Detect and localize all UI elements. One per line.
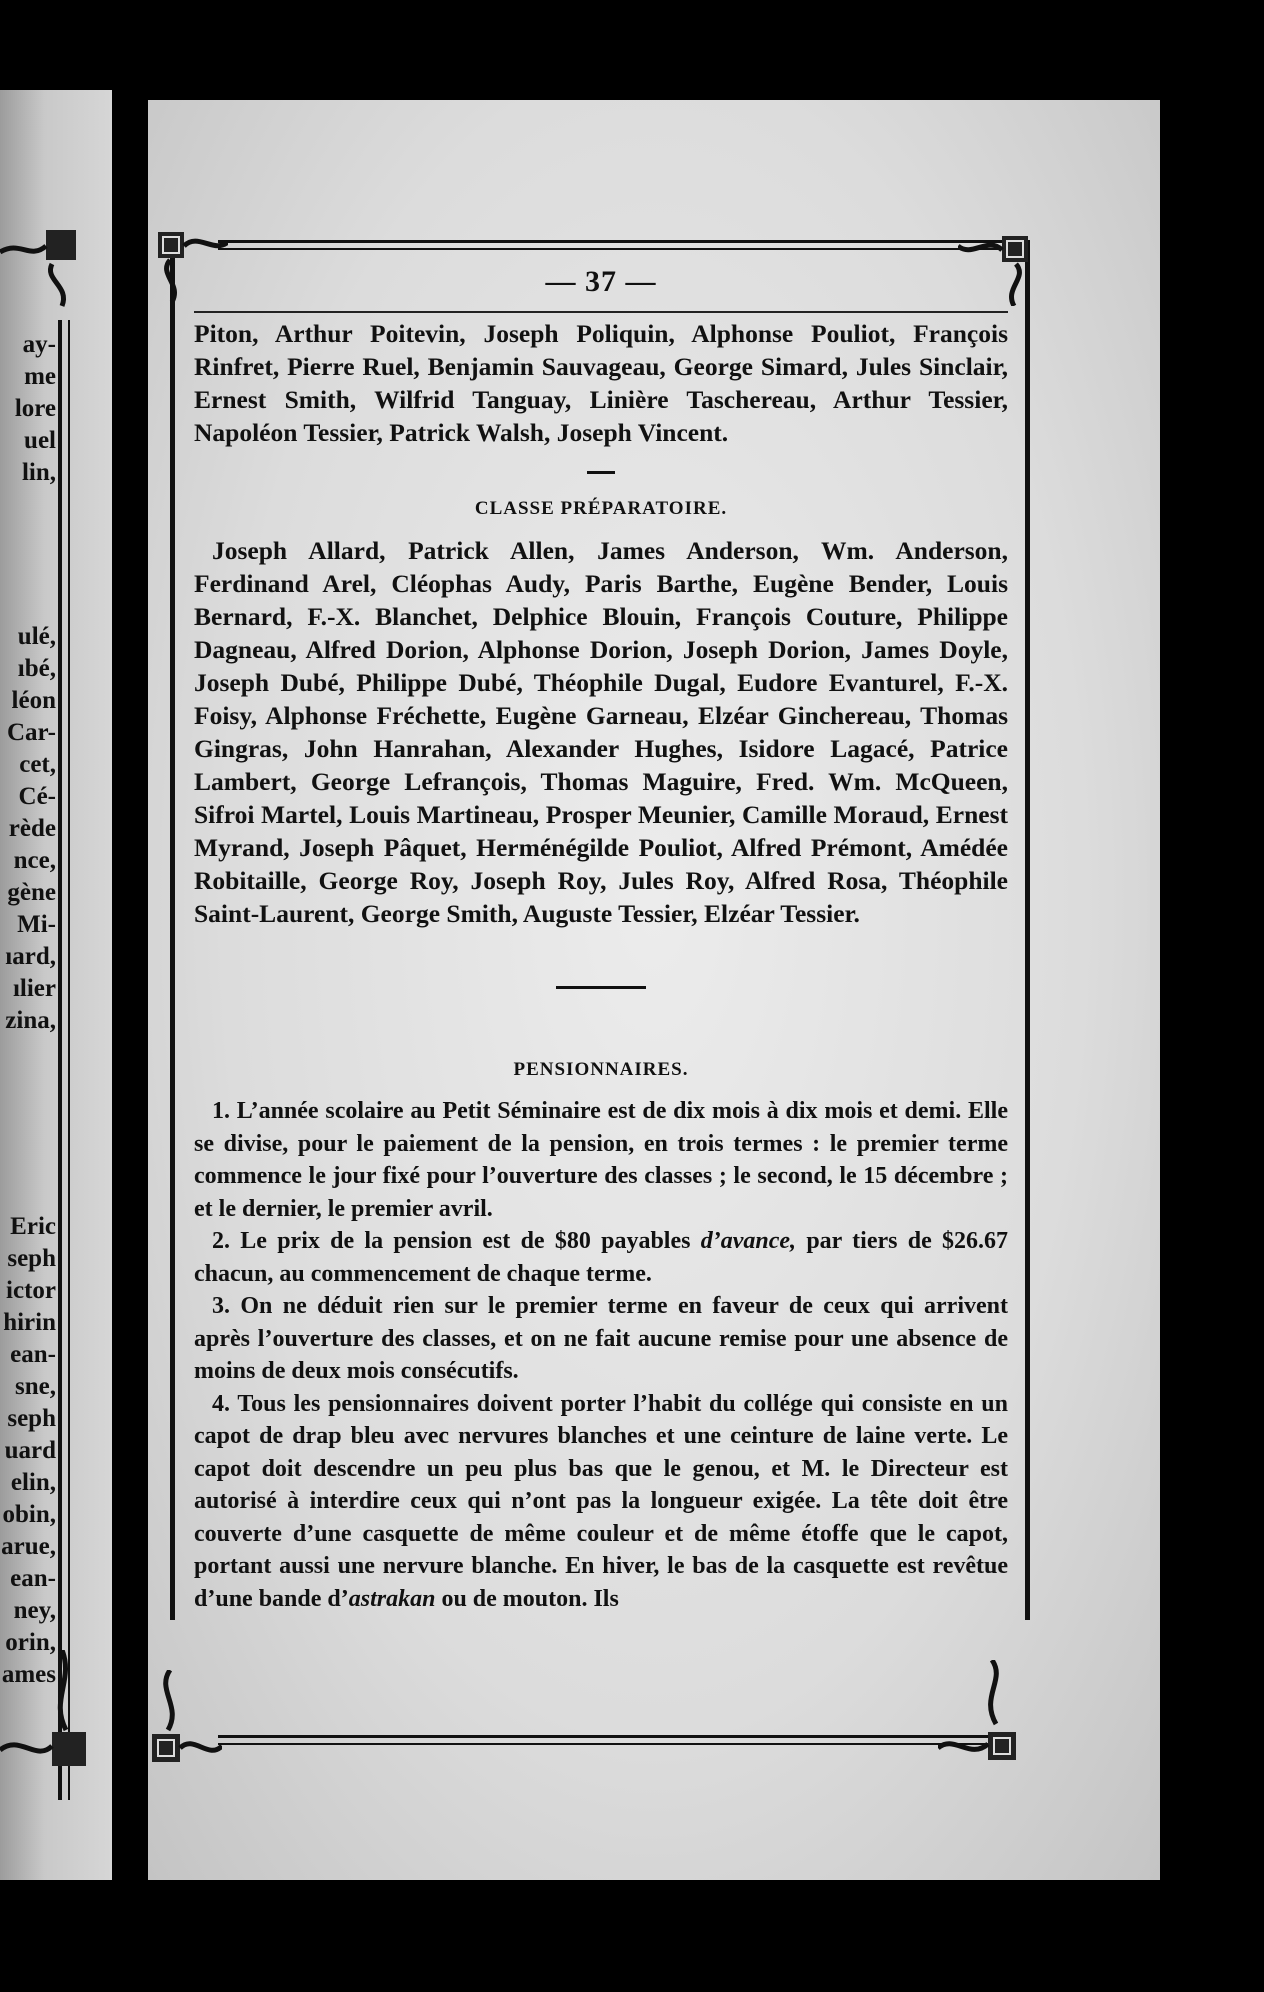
left-fragment: Car-	[6, 719, 56, 746]
left-fragment: ictor	[6, 1277, 56, 1304]
header-rule	[194, 311, 1008, 313]
left-page-fragment	[0, 90, 112, 1880]
left-fragment: ean-	[10, 1565, 56, 1592]
paragraph-4	[194, 1388, 1008, 1616]
paragraph-4-end: ou de mouton. Ils	[435, 1585, 619, 1612]
left-fragment: sne,	[15, 1373, 56, 1400]
classe-preparatoire-names: Joseph Allard, Patrick Allen, James Anderson, Wm. Anderson, Ferdinand Arel, Cléophas Audy, Paris Barthe, Eugène Bender, Louis Bernard, F.-X. Blanchet, Delphice Blouin, François Couture, Philippe Dagneau, Alfred Dorion, Alphonse Dorion, Joseph Dorion, James Doyle, Joseph Dubé, Philippe Dubé, Théophile Dugal, Eudore Evanturel, F.-X. Foisy, Alphonse Fréchette, Eugène Garneau, Elzéar Ginchereau, Thomas Gingras, John Hanrahan, Alexander Hughes, Isidore Lagacé, Patrice Lambert, George Lefrançois, Thomas Maguire, Fred. Wm. McQueen, Sifroi Martel, Louis Martineau, Prosper Meunier, Camille Moraud, Ernest Myrand, Joseph Pâquet, Herménégilde Pouliot, Alfred Prémont, Amédée Robitaille, George Roy, Joseph Roy, Jules Roy, Alfred Rosa, Théophile Saint-Laurent, George Smith, Auguste Tessier, Elzéar Tessier.	[194, 536, 1008, 928]
left-fragment: ean-	[10, 1341, 56, 1368]
left-page-border	[58, 320, 70, 1800]
pensionnaires-heading: PENSIONNAIRES.	[513, 1059, 689, 1080]
left-fragment: ıard,	[5, 943, 56, 970]
paragraph-4-start: 4. Tous les pensionnaires doivent porter l’habit du collége qui consiste en un capot de drap bleu avec nervures blanches et une ceinture de laine verte. Le capot doit descendre un peu plus bas que le genou, et M. le Directeur est autorisé à interdire ceux qui n’ont pas la longueur exigée. La tête doit être couverte d’une casquette de même couleur et de même étoffe que le capot, portant aussi une nervure blanche. En hiver, le bas de la casquette est revêtue d’une bande d’	[194, 1390, 1008, 1612]
page-body	[194, 265, 1008, 1615]
top-rule	[218, 240, 1008, 250]
left-fragment: nce,	[13, 847, 56, 874]
continuation-names: Piton, Arthur Poitevin, Joseph Poliquin, Alphonse Pouliot, François Rinfret, Pierre Ruel, Benjamin Sauvageau, George Simard, Jules Sinclair, Ernest Smith, Wilfrid Tanguay, Linière Taschereau, Arthur Tessier, Napoléon Tessier, Patrick Walsh, Joseph Vincent.	[194, 319, 1008, 447]
left-fragment: ıbé,	[17, 655, 56, 682]
left-fragment: cet,	[19, 751, 56, 778]
left-fragment: uel	[24, 427, 56, 454]
left-fragment: léon	[11, 687, 56, 714]
left-fragment: Cé-	[18, 783, 56, 810]
left-fragment: orin,	[5, 1629, 56, 1656]
left-fragment: elin,	[10, 1469, 56, 1496]
left-fragment: lore	[14, 395, 56, 422]
left-fragment: Eric	[10, 1213, 56, 1240]
left-fragment: lin,	[21, 459, 56, 486]
left-fragment: rède	[8, 815, 56, 842]
page-number: — 37 —	[545, 265, 657, 298]
left-fragment: me	[24, 363, 56, 390]
left-fragment: ney,	[13, 1597, 56, 1624]
left-fragment: ulé,	[17, 623, 56, 650]
bottom-left-ornament-icon	[152, 1670, 222, 1770]
left-fragment: ames	[1, 1661, 56, 1688]
left-fragment: ılier	[12, 975, 56, 1002]
classe-preparatoire-heading: CLASSE PRÉPARATOIRE.	[474, 498, 728, 519]
left-fragment: seph	[7, 1245, 56, 1272]
left-fragment: hirin	[3, 1309, 56, 1336]
paragraph-4-emphasis: astrakan	[348, 1585, 436, 1612]
bottom-rule	[218, 1735, 1008, 1745]
paragraph-3: 3. On ne déduit rien sur le premier terme en faveur de ceux qui arrivent après l’ouverture des classes, et on ne fait aucune remise pour une absence de moins de deux mois consécutifs.	[194, 1293, 1008, 1384]
left-fragment: seph	[7, 1405, 56, 1432]
left-fragment: arue,	[1, 1533, 56, 1560]
left-top-ornament-icon	[0, 230, 78, 310]
left-fragment: zina,	[5, 1007, 56, 1034]
paragraph-2-end: par tiers de $26.67 chacun, au commencement de chaque terme.	[194, 1228, 1008, 1287]
left-fragment: uard	[4, 1437, 56, 1464]
bottom-right-ornament-icon	[938, 1660, 1018, 1770]
left-fragment: Mi-	[17, 911, 56, 938]
paragraph-1: 1. L’année scolaire au Petit Séminaire est de dix mois à dix mois et demi. Elle se divise, pour le paiement de la pension, en trois termes : le premier terme commence le jour fixé pour l’ouverture des classes ; le second, le 15 décembre ; et le dernier, le premier avril.	[194, 1098, 1008, 1222]
section-dash	[587, 471, 615, 474]
left-fragment: obin,	[2, 1501, 56, 1528]
section-divider	[556, 986, 646, 989]
left-fragment: ay-	[22, 331, 56, 358]
main-page	[148, 100, 1160, 1880]
paragraph-2-start: 2. Le prix de la pension est de $80 payables	[212, 1228, 701, 1254]
left-fragment: gène	[7, 879, 56, 906]
paragraph-2-emphasis: d’avance,	[700, 1228, 797, 1254]
paragraph-2	[194, 1225, 1008, 1290]
